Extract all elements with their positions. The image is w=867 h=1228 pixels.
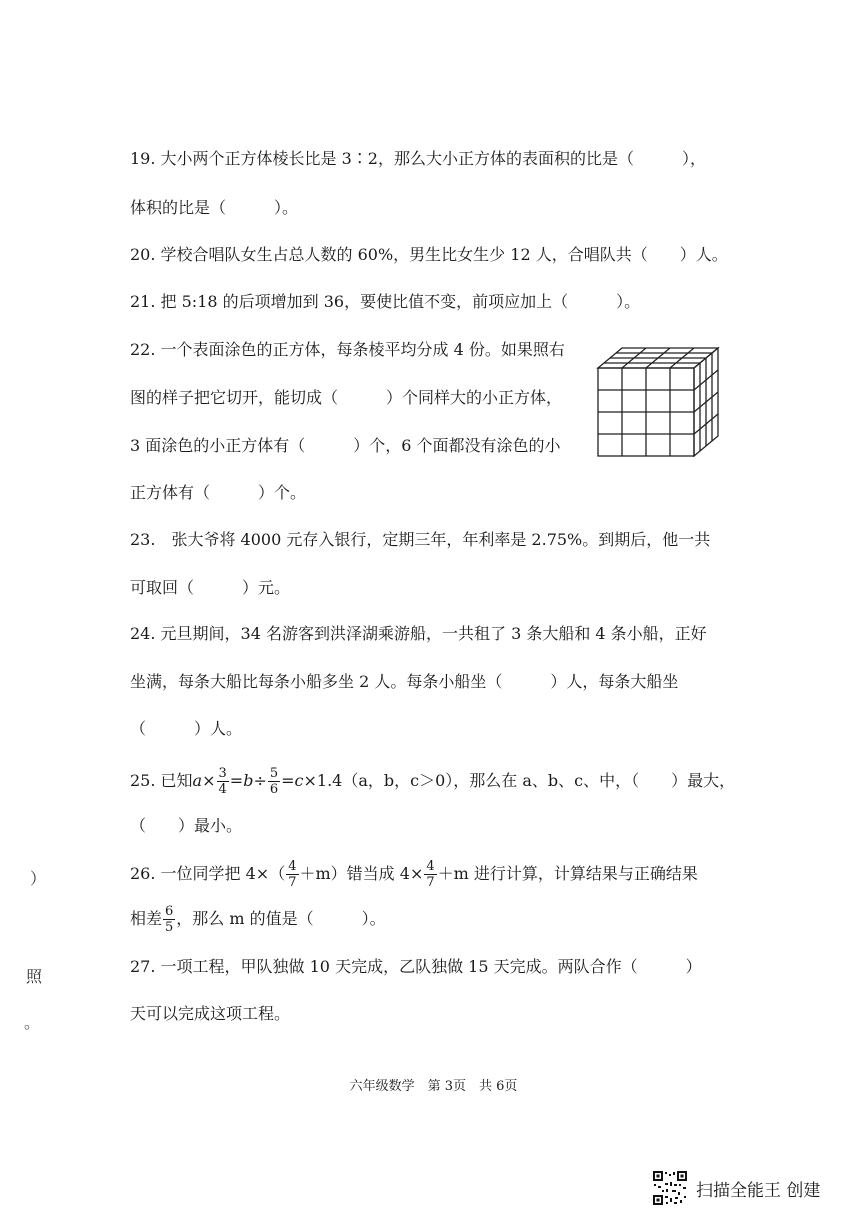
scanner-watermark [652, 1170, 820, 1206]
q25-prefix: 25. 已知 [130, 771, 193, 790]
q26-fraction-3-numerator: 6 [165, 904, 174, 919]
q24-line2: 坐满，每条大船比每条小船多坐 2 人。每条小船坐（ ）人，每条大船坐 [130, 672, 679, 691]
q26-fraction-3-denominator: 5 [165, 920, 174, 935]
q25-fraction-1-denominator: 4 [218, 782, 227, 797]
q22-line3: 3 面涂色的小正方体有（ ）个，6 个面都没有涂色的小 [130, 436, 561, 455]
q25-var-b: b [243, 771, 254, 790]
q27-line1: 27. 一项工程，甲队独做 10 天完成，乙队独做 15 天完成。两队合作（ ） [130, 957, 702, 976]
q23-line2: 可取回（ ）元。 [130, 578, 291, 597]
q25-fraction-1-numerator: 3 [218, 766, 227, 781]
q26-line2-rest: ，那么 m 的值是（ ）。 [176, 909, 386, 928]
q26-fraction-1-denominator: 7 [288, 875, 297, 890]
q26-part3: ＋m 进行计算，计算结果与正确结果 [437, 864, 698, 883]
q23-line1: 23. 张大爷将 4000 元存入银行，定期三年，年利率是 2.75%。到期后，他一共 [130, 530, 711, 549]
q26-line2 [130, 902, 386, 936]
qr-code-icon [652, 1170, 688, 1206]
q25-var-a: a [192, 771, 203, 790]
q25-times: × [202, 771, 216, 790]
q25-eq1: = [229, 771, 244, 790]
q25-fraction-2-denominator: 6 [269, 782, 279, 797]
q27-line2: 天可以完成这项工程。 [130, 1004, 291, 1023]
q21-line1: 21. 把 5:18 的后项增加到 36，要使比值不变，前项应加上（ ）。 [130, 292, 641, 311]
q25-rest: ×1.4（a，b，c＞0），那么在 a、b、c、中，（ ）最大， [303, 771, 736, 790]
q22-line1: 22. 一个表面涂色的正方体，每条棱平均分成 4 份。如果照右 [130, 340, 565, 359]
q26-fraction-2 [424, 859, 436, 890]
q20-line1: 20. 学校合唱队女生占总人数的 60%，男生比女生少 12 人，合唱队共（ ）人。 [130, 245, 728, 264]
q25-eq2: = [281, 771, 295, 790]
q22-line4: 正方体有（ ）个。 [130, 483, 307, 502]
q26-fraction-2-denominator: 7 [426, 875, 435, 890]
q25-fraction-1 [217, 766, 229, 797]
q26-part2: ＋m）错当成 4× [299, 864, 424, 883]
margin-mark-2: 照 [26, 967, 43, 986]
q24-line1: 24. 元旦期间，34 名游客到洪泽湖乘游船，一共租了 3 条大船和 4 条小船，正好 [130, 624, 707, 643]
q26-fraction-1-numerator: 4 [288, 859, 297, 874]
q22-line2: 图的样子把它切开，能切成（ ）个同样大的小正方体， [130, 388, 563, 407]
q26-part1: 26. 一位同学把 4×（ [130, 864, 286, 883]
q25-var-c: c [294, 771, 304, 790]
scanner-text: 扫描全能王 创建 [696, 1180, 821, 1201]
q24-line3: （ ）人。 [130, 719, 243, 738]
margin-mark-1: ） [30, 869, 47, 888]
q26-line1 [130, 857, 698, 891]
q25-line2: （ ）最小。 [130, 816, 243, 835]
q26-line2-prefix: 相差 [130, 909, 163, 928]
q26-fraction-3 [163, 904, 175, 935]
q25-fraction-2-numerator: 5 [269, 766, 279, 781]
q19-line2: 体积的比是（ ）。 [130, 198, 299, 217]
q26-fraction-1 [286, 859, 298, 890]
q25-div: ÷ [253, 771, 267, 790]
q25-line1 [130, 764, 735, 798]
q25-fraction-2 [268, 766, 280, 797]
page-footer: 六年级数学 第 3页 共 6页 [349, 1079, 518, 1094]
q26-fraction-2-numerator: 4 [426, 859, 435, 874]
cube-4x4x4-figure [596, 346, 724, 458]
q19-line1: 19. 大小两个正方体棱长比是 3∶2，那么大小正方体的表面积的比是（ ）， [130, 149, 706, 168]
margin-mark-3: 。 [24, 1013, 41, 1032]
